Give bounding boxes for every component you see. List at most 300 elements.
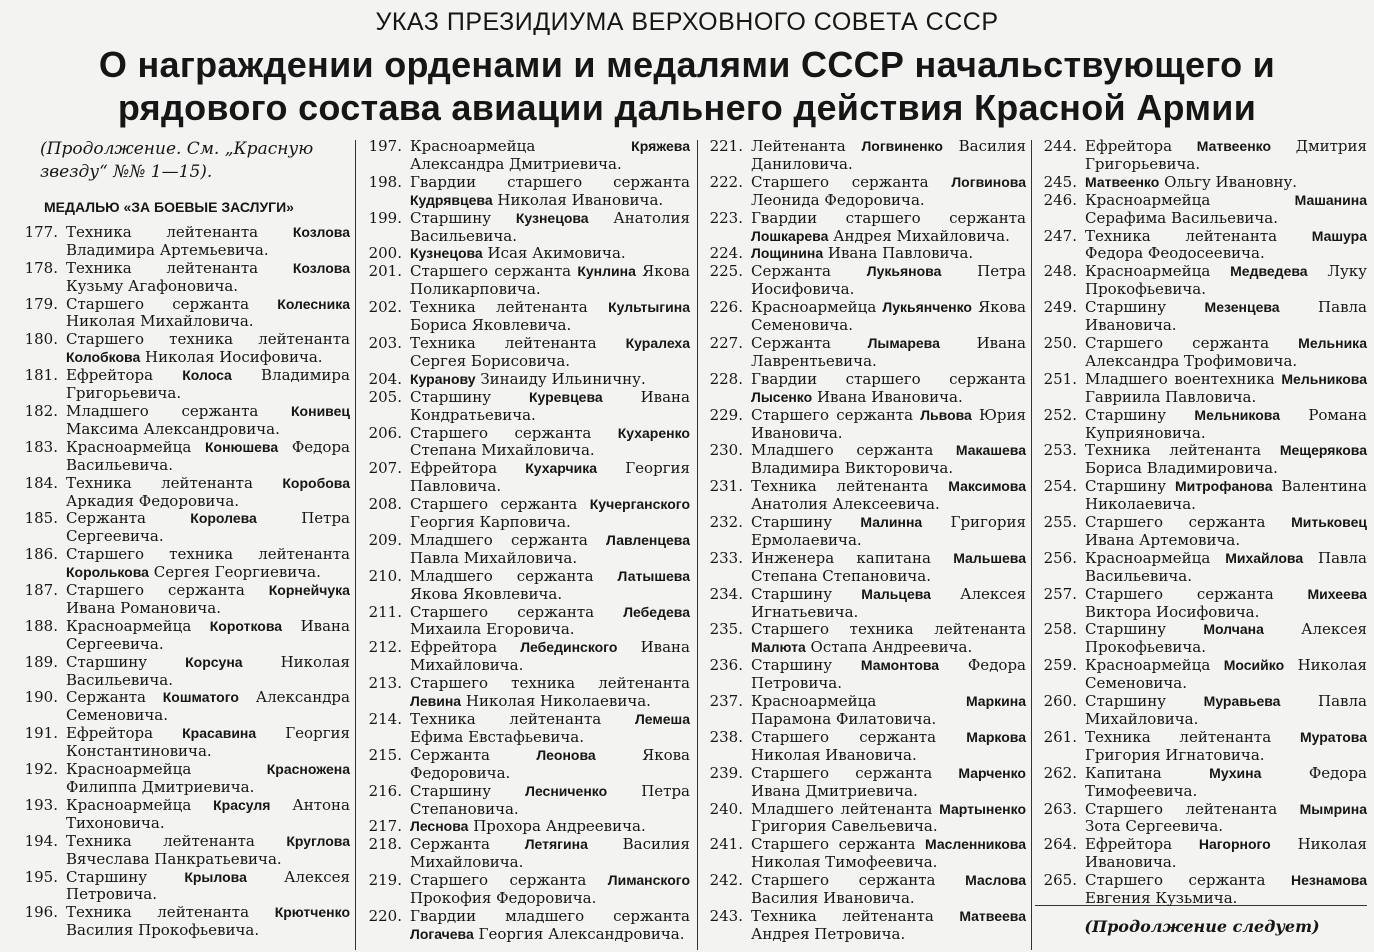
award-entry (1037, 836, 1367, 872)
entry-number: 197. (368, 137, 402, 155)
award-entry (703, 371, 1026, 407)
surname: Летягина (524, 836, 588, 853)
entry-text (1085, 138, 1367, 174)
surname: Машура (1311, 227, 1367, 244)
entry-text (751, 729, 1026, 765)
given-names: Прокофия Федоровича. (410, 889, 597, 908)
surname: Конюшева (204, 438, 279, 455)
given-names: Леонида Федоровича. (751, 190, 925, 209)
given-names: Луку Прокофьевича. (1085, 262, 1367, 299)
surname: Леснова (410, 818, 469, 835)
rank: Старшину (751, 513, 833, 532)
rank: Гвардии старшего сержанта (751, 369, 1026, 388)
surname: Маркова (966, 728, 1026, 745)
rank: Красноармейца (1085, 190, 1211, 209)
given-names: Сергея Георгиевича. (153, 563, 321, 582)
entry-text (410, 711, 690, 747)
entry-number: 234. (709, 584, 743, 603)
given-names: Исая Акимовича. (487, 244, 626, 263)
column-1 (18, 138, 350, 940)
given-names: Степана Михайловича. (410, 441, 595, 460)
surname: Лиманского (607, 872, 690, 889)
award-entry (1037, 586, 1367, 622)
surname: Крылова (184, 868, 247, 885)
entry-number: 242. (709, 871, 743, 890)
rank: Гвардии старшего сержанта (410, 172, 690, 191)
award-entry (362, 908, 690, 944)
surname: Конивец (291, 402, 350, 419)
entry-number: 247. (1043, 226, 1077, 245)
award-entry (362, 210, 690, 246)
rank: Ефрейтора (410, 459, 498, 478)
entry-number: 252. (1043, 405, 1077, 424)
rank: Старшину (751, 656, 833, 675)
given-names: Гавриила Павловича. (1085, 387, 1257, 406)
entry-number: 250. (1043, 333, 1077, 352)
rank: Гвардии старшего сержанта (751, 208, 1026, 227)
entry-number: 218. (368, 835, 402, 854)
award-entry (703, 174, 1026, 210)
award-entry (18, 904, 350, 940)
entry-number: 189. (24, 652, 58, 671)
surname: Мамонтова (860, 657, 940, 674)
entry-number: 210. (368, 566, 402, 585)
entry-number: 200. (368, 244, 402, 263)
award-entry (18, 725, 350, 761)
rank: Красноармейца (1085, 262, 1211, 281)
entry-number: 193. (24, 795, 58, 814)
given-names: Александра Семеновича. (66, 688, 350, 725)
entry-text (410, 299, 690, 335)
entry-text (751, 514, 1026, 550)
surname: Лавленцева (606, 531, 690, 548)
surname: Куралеха (625, 334, 690, 351)
given-names: Алексея Прокофьевича. (1085, 620, 1367, 657)
given-names: Николая Васильевича. (66, 652, 350, 689)
award-entry (362, 335, 690, 371)
award-entry (703, 657, 1026, 693)
entry-text (410, 263, 690, 299)
given-names: Бориса Владимировича. (1085, 459, 1278, 478)
entry-number: 251. (1043, 369, 1077, 388)
surname: Королькова (66, 564, 149, 581)
award-entry (362, 138, 690, 174)
award-entry (1037, 621, 1367, 657)
surname: Круглова (286, 832, 350, 849)
entry-text (66, 510, 350, 546)
surname: Кухарчика (525, 460, 598, 477)
surname: Леонова (536, 746, 596, 763)
entry-text (1085, 263, 1367, 299)
award-entry (362, 299, 690, 335)
entry-number: 205. (368, 387, 402, 406)
entry-number: 258. (1043, 620, 1077, 639)
entry-number: 201. (368, 262, 402, 281)
rank: Старшину (1085, 620, 1167, 639)
award-entry (1037, 407, 1367, 443)
surname: Лукьянченко (882, 299, 972, 316)
entry-text (751, 657, 1026, 693)
award-entry (1037, 174, 1367, 192)
entry-number: 244. (1043, 137, 1077, 155)
award-entry (703, 801, 1026, 837)
given-names: Якова Поликарповича. (410, 262, 690, 299)
entry-number: 235. (709, 620, 743, 639)
entries-column-3 (703, 138, 1026, 944)
rank: Техника лейтенанта (66, 473, 253, 492)
given-names: Андрея Петровича. (751, 924, 906, 943)
entry-text (1085, 729, 1367, 765)
award-entry (18, 797, 350, 833)
rank: Техника лейтенанта (66, 222, 259, 241)
entry-number: 222. (709, 172, 743, 191)
rank: Инженера капитана (751, 548, 931, 567)
given-names: Василия Михайловича. (410, 835, 690, 872)
rank: Техника лейтенанта (751, 477, 929, 496)
award-entry (1037, 442, 1367, 478)
given-names: Алексея Петровича. (66, 867, 350, 904)
given-names: Парамона Филатовича. (751, 710, 937, 728)
surname: Муратова (1299, 728, 1367, 745)
given-names: Дмитрия Григорьевича. (1085, 137, 1367, 173)
given-names: Петра Иосифовича. (751, 262, 1026, 299)
entry-text (751, 210, 1026, 246)
rank: Старшего сержанта (66, 581, 245, 600)
rank: Красноармейца (1085, 548, 1211, 567)
entry-number: 248. (1043, 262, 1077, 281)
given-names: Григория Игнатовича. (1085, 745, 1265, 764)
entry-number: 178. (24, 258, 58, 277)
given-names: Николая Николаевича. (465, 692, 651, 711)
rank: Старшину (751, 584, 833, 603)
given-names: Петра Степановича. (410, 781, 690, 818)
entry-number: 184. (24, 473, 58, 492)
surname: Красавина (182, 725, 257, 742)
entry-text (66, 475, 350, 511)
surname: Незнамова (1290, 872, 1367, 889)
surname: Латышева (617, 567, 690, 584)
entry-number: 259. (1043, 656, 1077, 675)
award-entry (18, 367, 350, 403)
surname: Кудрявцева (410, 191, 493, 208)
award-entry (703, 478, 1026, 514)
entry-text (1085, 550, 1367, 586)
rank: Техника лейтенанта (66, 903, 250, 922)
entry-text (66, 403, 350, 439)
entry-number: 208. (368, 495, 402, 514)
entry-text (410, 836, 690, 872)
entry-number: 206. (368, 423, 402, 442)
entry-number: 238. (709, 727, 743, 746)
entry-text (1085, 228, 1367, 264)
award-entry (1037, 765, 1367, 801)
surname: Лукьянова (866, 263, 942, 280)
surname: Кухаренко (617, 424, 690, 441)
given-names: Анатолия Алексеевича. (751, 495, 940, 514)
entry-text (751, 371, 1026, 407)
award-entry (703, 765, 1026, 801)
award-entry (1037, 514, 1367, 550)
rank: Ефрейтора (1085, 137, 1173, 155)
entry-text (66, 869, 350, 905)
award-entry (18, 260, 350, 296)
surname: Мальшева (953, 549, 1026, 566)
surname: Красножена (266, 761, 350, 778)
award-entry (703, 138, 1026, 174)
given-names: Аркадия Федоровича. (66, 491, 240, 510)
award-entry (703, 729, 1026, 765)
award-entry (362, 425, 690, 461)
rank: Красноармейца (66, 437, 192, 456)
award-entry (1037, 478, 1367, 514)
given-names: Николая Ивановича. (497, 190, 664, 209)
given-names: Павла Васильевича. (1085, 548, 1367, 585)
surname: Колоса (182, 367, 232, 384)
entry-text (66, 904, 350, 940)
decree-line: УКАЗ ПРЕЗИДИУМА ВЕРХОВНОГО СОВЕТА СССР (375, 8, 999, 36)
award-entry (1037, 299, 1367, 335)
entry-number: 240. (709, 799, 743, 818)
entry-text (410, 138, 690, 174)
rank: Старшего сержанта (1085, 584, 1274, 603)
rank: Техника лейтенанта (751, 906, 934, 925)
surname: Мымрина (1299, 800, 1367, 817)
given-names: Якова Семеновича. (751, 298, 1026, 335)
entry-text (751, 478, 1026, 514)
rank: Ефрейтора (66, 724, 154, 743)
given-names: Ивана Артемовича. (1085, 530, 1241, 549)
award-entry (703, 693, 1026, 729)
rank: Старшину (66, 652, 148, 671)
surname: Мещерякова (1279, 442, 1367, 459)
given-names: Ивана Павловича. (827, 244, 974, 263)
award-entry (362, 371, 690, 389)
award-entry (18, 403, 350, 439)
entry-text (410, 174, 690, 210)
rank: Капитана (1085, 763, 1162, 782)
given-names: Ивана Лаврентьевича. (751, 333, 1026, 370)
surname: Мартыненко (939, 800, 1026, 817)
award-entry (1037, 263, 1367, 299)
surname: Молчана (1203, 621, 1264, 638)
entry-number: 212. (368, 638, 402, 657)
entry-text (66, 725, 350, 761)
rank: Старшину (1085, 298, 1167, 317)
entry-number: 190. (24, 688, 58, 707)
surname: Крютченко (274, 904, 350, 921)
surname: Королева (190, 510, 257, 527)
entry-text (66, 689, 350, 725)
rank: Красноармейца (66, 760, 192, 779)
entry-text (751, 335, 1026, 371)
surname: Мосийко (1223, 657, 1285, 674)
given-names: Максима Александровича. (66, 419, 280, 438)
entry-text (751, 299, 1026, 335)
surname: Корнейчука (268, 582, 350, 599)
entry-number: 245. (1043, 172, 1077, 191)
surname: Лысенко (751, 388, 813, 405)
entry-text (751, 245, 1026, 263)
given-names: Федора Тимофеевича. (1085, 763, 1367, 800)
given-names: Николая Тимофеевича. (751, 853, 938, 872)
given-names: Федора Петровича. (751, 656, 1026, 693)
surname: Митьковец (1291, 514, 1367, 531)
rank: Старшего техника лейтенанта (751, 620, 1026, 639)
given-names: Ольгу Ивановну. (1164, 172, 1298, 191)
entry-text (751, 263, 1026, 299)
entry-text (1085, 192, 1367, 228)
award-entry (703, 872, 1026, 908)
entry-text (410, 675, 690, 711)
entry-text (1085, 801, 1367, 837)
continuation-note: (Продолжение. См. „Красную звезду“ №№ 1—15). (40, 139, 314, 182)
given-names: Федора Васильевича. (66, 437, 350, 474)
rank: Старшину (410, 387, 492, 406)
entry-text (751, 138, 1026, 174)
entry-number: 261. (1043, 727, 1077, 746)
surname: Культыгина (608, 299, 690, 316)
entry-text (410, 908, 690, 944)
award-entry (362, 568, 690, 604)
given-names: Прохора Андреевича. (473, 817, 646, 836)
rank: Старшего техника лейтенанта (410, 674, 690, 693)
entry-text (410, 818, 690, 836)
entry-number: 260. (1043, 692, 1077, 711)
award-entry (1037, 693, 1367, 729)
entry-number: 249. (1043, 298, 1077, 317)
entry-number: 183. (24, 437, 58, 456)
entry-text (66, 224, 350, 260)
entry-text (751, 442, 1026, 478)
rank: Сержанта (66, 509, 146, 528)
rank: Старшего сержанта (410, 262, 572, 281)
award-entry (362, 263, 690, 299)
entries-column-2 (362, 138, 690, 944)
entry-text (1085, 407, 1367, 443)
rank: Сержанта (751, 262, 831, 281)
rank: Гвардии младшего сержанта (410, 906, 690, 925)
entry-number: 186. (24, 545, 58, 564)
entry-number: 257. (1043, 584, 1077, 603)
entry-text (1085, 514, 1367, 550)
surname: Михайлова (1225, 549, 1304, 566)
rank: Ефрейтора (1085, 835, 1173, 854)
award-entry (362, 604, 690, 640)
entry-number: 199. (368, 208, 402, 227)
award-entry (703, 514, 1026, 550)
rank: Техника лейтенанта (66, 831, 255, 850)
surname: Кучерганского (589, 496, 690, 513)
given-names: Павла Ивановича. (1085, 298, 1367, 335)
entry-number: 207. (368, 459, 402, 478)
rank: Старшего сержанта (751, 763, 933, 782)
award-entry (18, 331, 350, 367)
given-names: Степана Степановича. (751, 566, 931, 585)
surname: Мальцева (861, 585, 931, 602)
award-entry (703, 407, 1026, 443)
surname: Малинна (860, 514, 923, 531)
entry-number: 241. (709, 835, 743, 854)
entry-text (410, 496, 690, 532)
rank: Старшину (410, 208, 492, 227)
entry-number: 229. (709, 405, 743, 424)
surname: Куранову (410, 370, 476, 387)
given-names: Владимира Артемьевича. (66, 240, 269, 259)
given-names: Григория Ермолаевича. (751, 513, 1026, 549)
award-entry (362, 836, 690, 872)
rank: Ефрейтора (66, 366, 154, 385)
rank: Старшего сержанта (410, 871, 587, 890)
entry-number: 232. (709, 513, 743, 532)
entry-number: 209. (368, 530, 402, 549)
surname: Кузнецова (515, 209, 589, 226)
entry-number: 223. (709, 208, 743, 227)
given-names: Зота Сергеевича. (1085, 817, 1224, 836)
surname: Короткова (209, 617, 283, 634)
award-entry (1037, 657, 1367, 693)
rank: Старшего сержанта (1085, 333, 1270, 352)
given-names: Филиппа Дмитриевича. (66, 778, 255, 796)
surname: Муравьева (1203, 693, 1281, 710)
column-2 (362, 138, 690, 944)
entry-number: 214. (368, 710, 402, 728)
entry-number: 202. (368, 298, 402, 317)
entry-text (1085, 442, 1367, 478)
surname: Кошматого (162, 689, 239, 706)
entry-text (751, 908, 1026, 944)
column-divider (1031, 140, 1032, 950)
entry-number: 194. (24, 831, 58, 850)
surname: Медведева (1230, 263, 1308, 280)
entry-text (66, 296, 350, 332)
rank: Красноармейца (66, 795, 192, 814)
award-entry (703, 908, 1026, 944)
given-names: Якова Яковлевича. (410, 584, 563, 603)
entry-text (751, 621, 1026, 657)
entry-text (751, 550, 1026, 586)
surname: Малюта (751, 639, 806, 656)
rank: Старшего техника лейтенанта (66, 330, 350, 349)
given-names: Федора Феодосеевича. (1085, 244, 1265, 263)
rank: Старшего сержанта (410, 495, 578, 514)
rank: Младшего сержанта (66, 401, 259, 420)
award-entry (18, 869, 350, 905)
award-entry (362, 872, 690, 908)
surname: Мухина (1209, 764, 1262, 781)
entry-text (410, 604, 690, 640)
surname: Козлова (292, 223, 350, 240)
entry-number: 204. (368, 369, 402, 388)
given-names: Анатолия Васильевича. (410, 208, 690, 245)
entry-text (1085, 371, 1367, 407)
rank: Старшину (66, 867, 148, 886)
entry-text (1085, 836, 1367, 872)
rank: Старшего сержанта (751, 405, 914, 424)
award-entry (1037, 550, 1367, 586)
given-names: Павла Михайловича. (410, 548, 578, 567)
given-names: Ивана Михайловича. (410, 638, 690, 675)
rank: Красноармейца (1085, 656, 1211, 675)
given-names: Василия Ивановича. (751, 889, 915, 908)
surname: Лощинина (751, 245, 824, 262)
entry-number: 216. (368, 781, 402, 800)
rank: Старшего сержанта (751, 835, 916, 854)
entry-text (410, 425, 690, 461)
given-names: Валентина Николаевича. (1085, 477, 1367, 514)
award-entry (1037, 801, 1367, 837)
entry-text (410, 747, 690, 783)
entry-number: 255. (1043, 513, 1077, 532)
